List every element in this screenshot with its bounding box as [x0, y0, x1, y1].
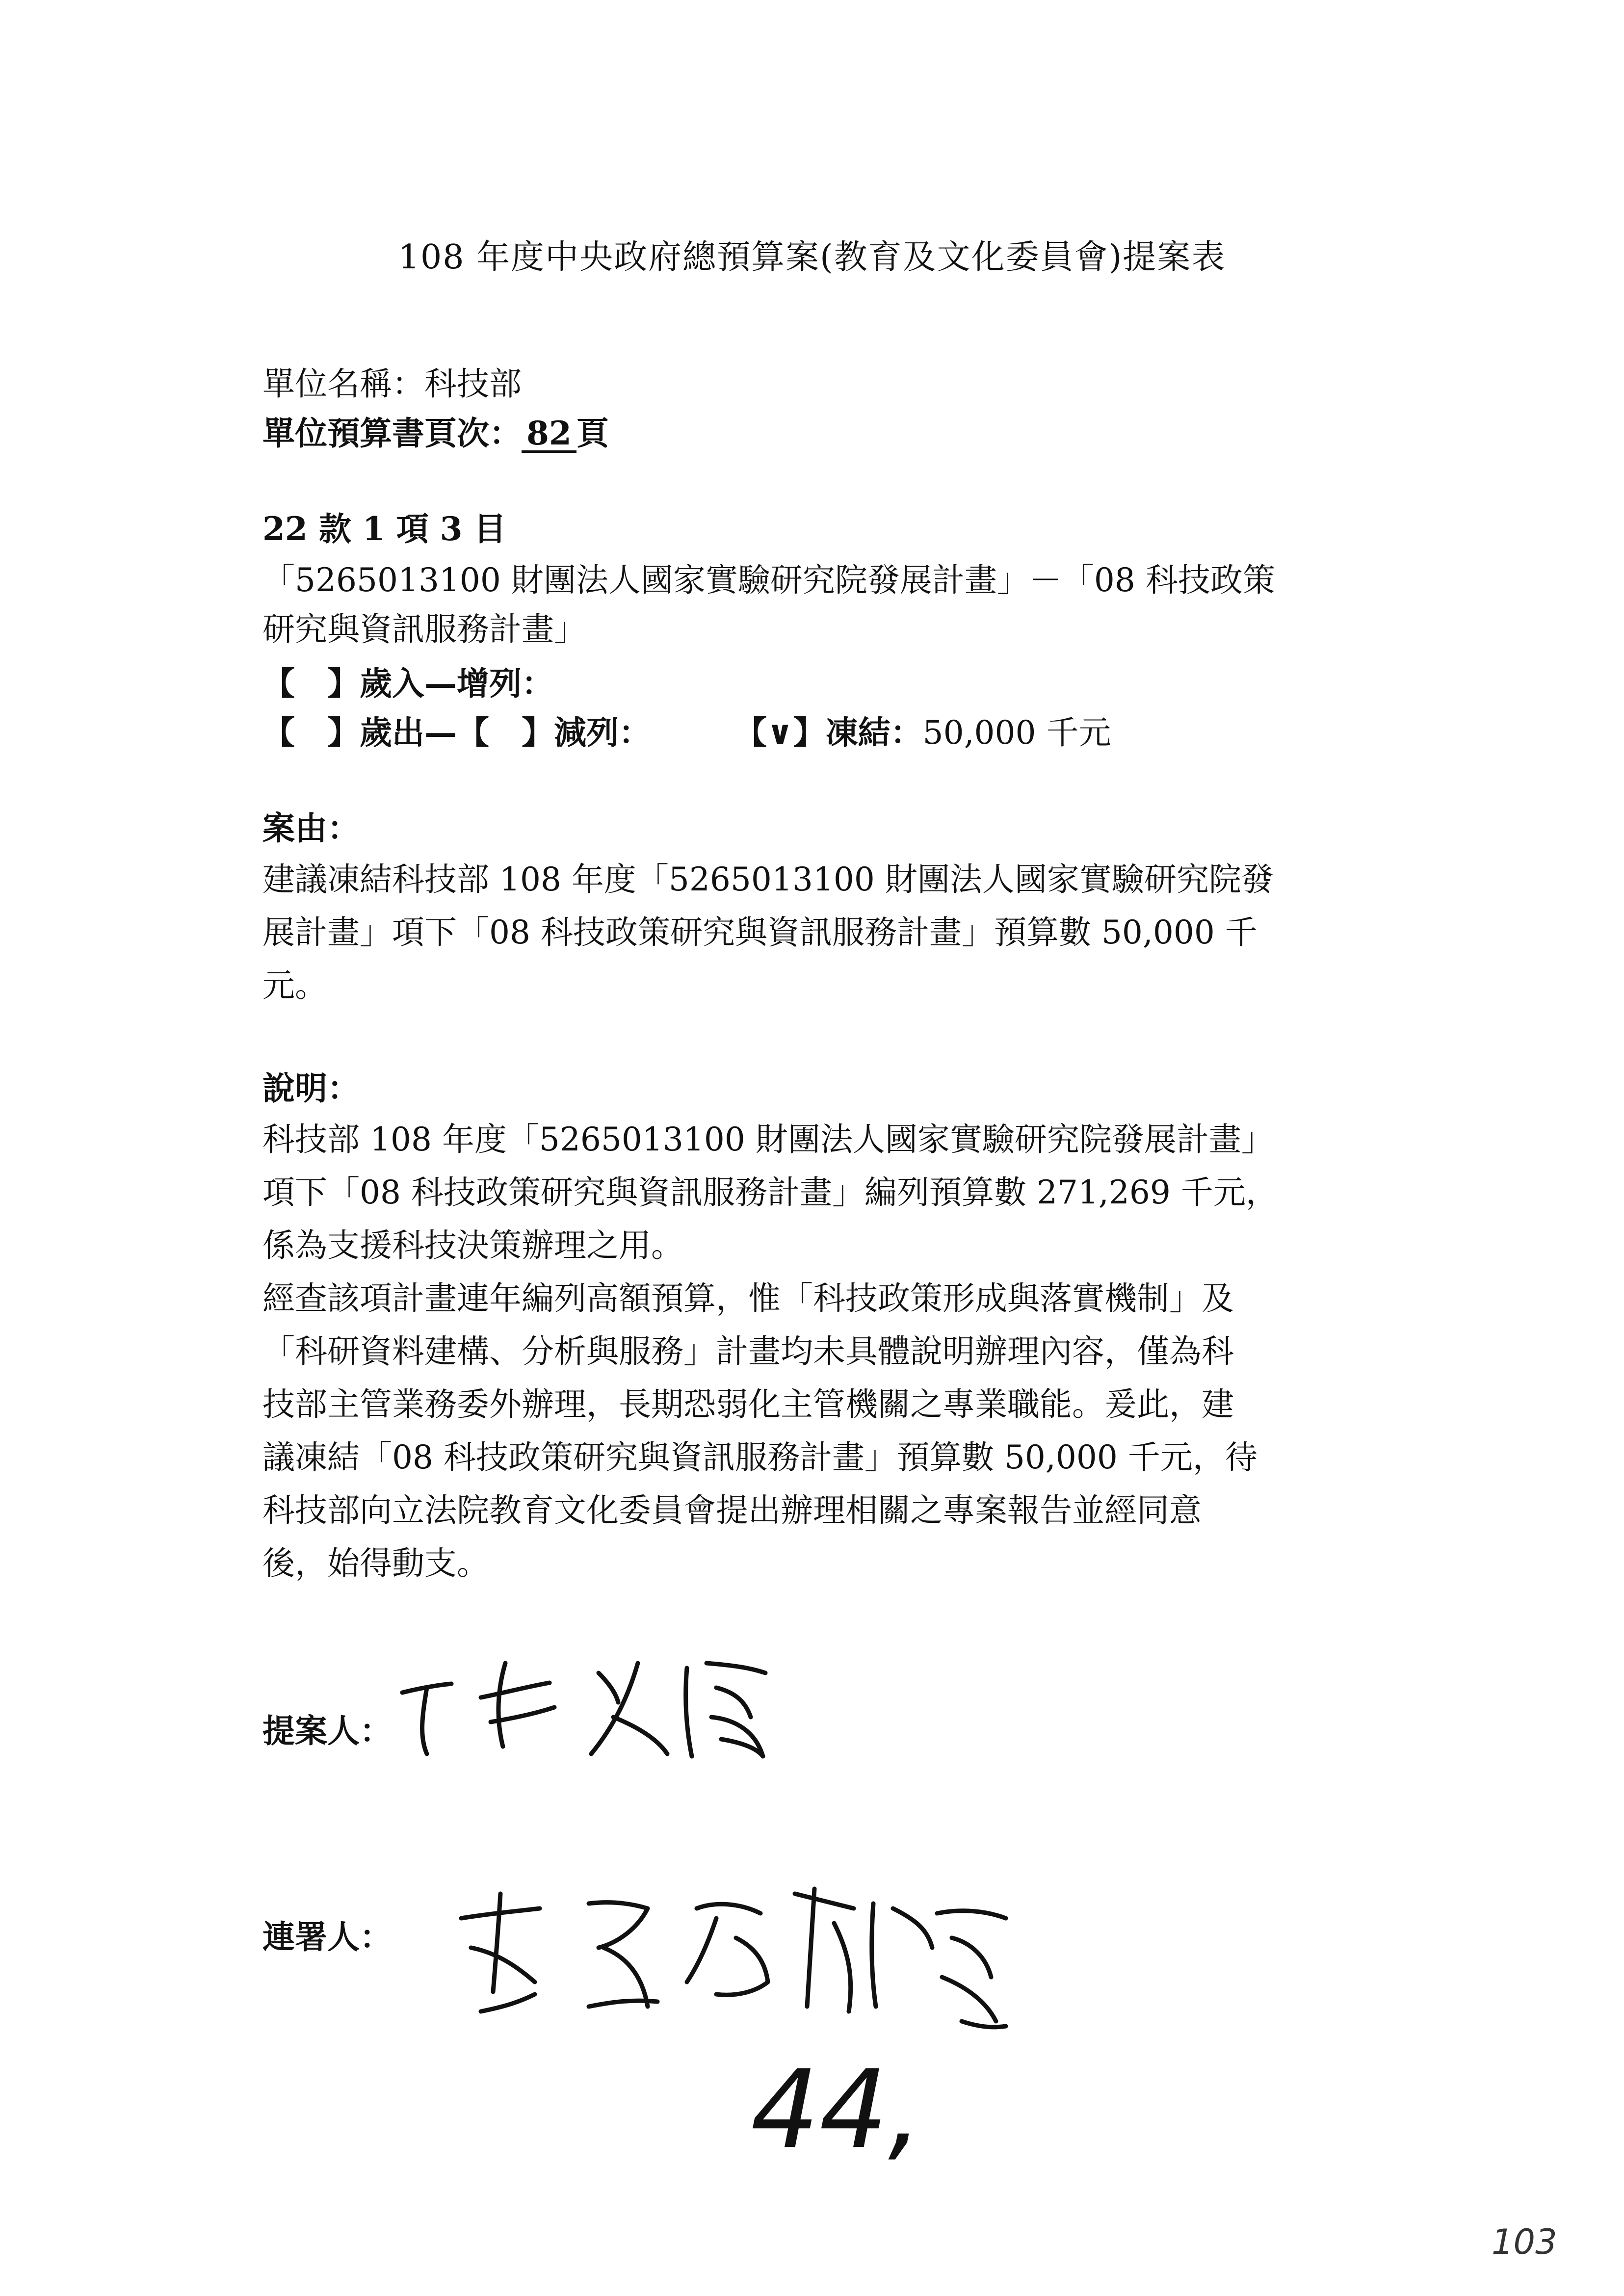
- program-line-2: 研究與資訊服務計畫」: [262, 610, 586, 648]
- cosigner-signatures: [442, 1864, 1030, 2051]
- proposer-signature: [393, 1634, 785, 1781]
- page-number-mark: 103: [1492, 2222, 1557, 2262]
- handwritten-number: 44,: [751, 2047, 922, 2172]
- freeze-label: 【∨】凍結：: [734, 713, 923, 752]
- reason-line: 展計畫」項下「08 科技政策研究與資訊服務計畫」預算數 50,000 千: [262, 913, 1257, 951]
- explanation-line: 「科研資料建構、分析與服務」計畫均未具體說明辦理內容，僅為科: [262, 1332, 1234, 1370]
- reason-line: 建議凍結科技部 108 年度「5265013100 財團法人國家實驗研究院發: [262, 861, 1274, 898]
- proposer-label: 提案人：: [262, 1712, 392, 1750]
- explanation-line: 經查該項計畫連年編列高額預算，惟「科技政策形成與落實機制」及: [262, 1279, 1234, 1317]
- explanation-heading: 說明：: [262, 1069, 360, 1107]
- budget-page-value: 82: [522, 416, 576, 453]
- cosigner-label: 連署人：: [262, 1918, 392, 1956]
- budget-page-label: 單位預算書頁次：: [262, 414, 522, 452]
- explanation-line: 議凍結「08 科技政策研究與資訊服務計畫」預算數 50,000 千元，待: [262, 1438, 1257, 1476]
- unit-name: 單位名稱：科技部: [262, 365, 522, 403]
- reason-heading: 案由：: [262, 809, 360, 847]
- expense-prefix: 【 】歲出—【 】減列：: [262, 713, 651, 752]
- expense-line: [262, 709, 1111, 757]
- document-title: 108 年度中央政府總預算案(教育及文化委員會)提案表: [398, 238, 1226, 277]
- freeze-amount: 50,000 千元: [922, 714, 1111, 752]
- explanation-line: 係為支援科技決策辦理之用。: [262, 1226, 683, 1264]
- explanation-line: 科技部向立法院教育文化委員會提出辦理相關之專案報告並經同意: [262, 1491, 1202, 1529]
- explanation-line: 後，始得動支。: [262, 1544, 489, 1582]
- explanation-line: 科技部 108 年度「5265013100 財團法人國家實驗研究院發展計畫」: [262, 1121, 1274, 1158]
- explanation-line: 項下「08 科技政策研究與資訊服務計畫」編列預算數 271,269 千元，: [262, 1174, 1278, 1211]
- section-reference: 22 款 1 項 3 目: [262, 510, 506, 548]
- budget-page-suffix: 頁: [576, 414, 609, 452]
- income-line: 【 】歲入—增列：: [262, 664, 554, 703]
- budget-page-line: [262, 410, 609, 457]
- program-line-1: 「5265013100 財團法人國家實驗研究院發展計畫」－「08 科技政策: [262, 561, 1275, 599]
- explanation-line: 技部主管業務委外辦理，長期恐弱化主管機關之專業職能。爰此，建: [262, 1385, 1234, 1423]
- reason-line: 元。: [262, 966, 327, 1004]
